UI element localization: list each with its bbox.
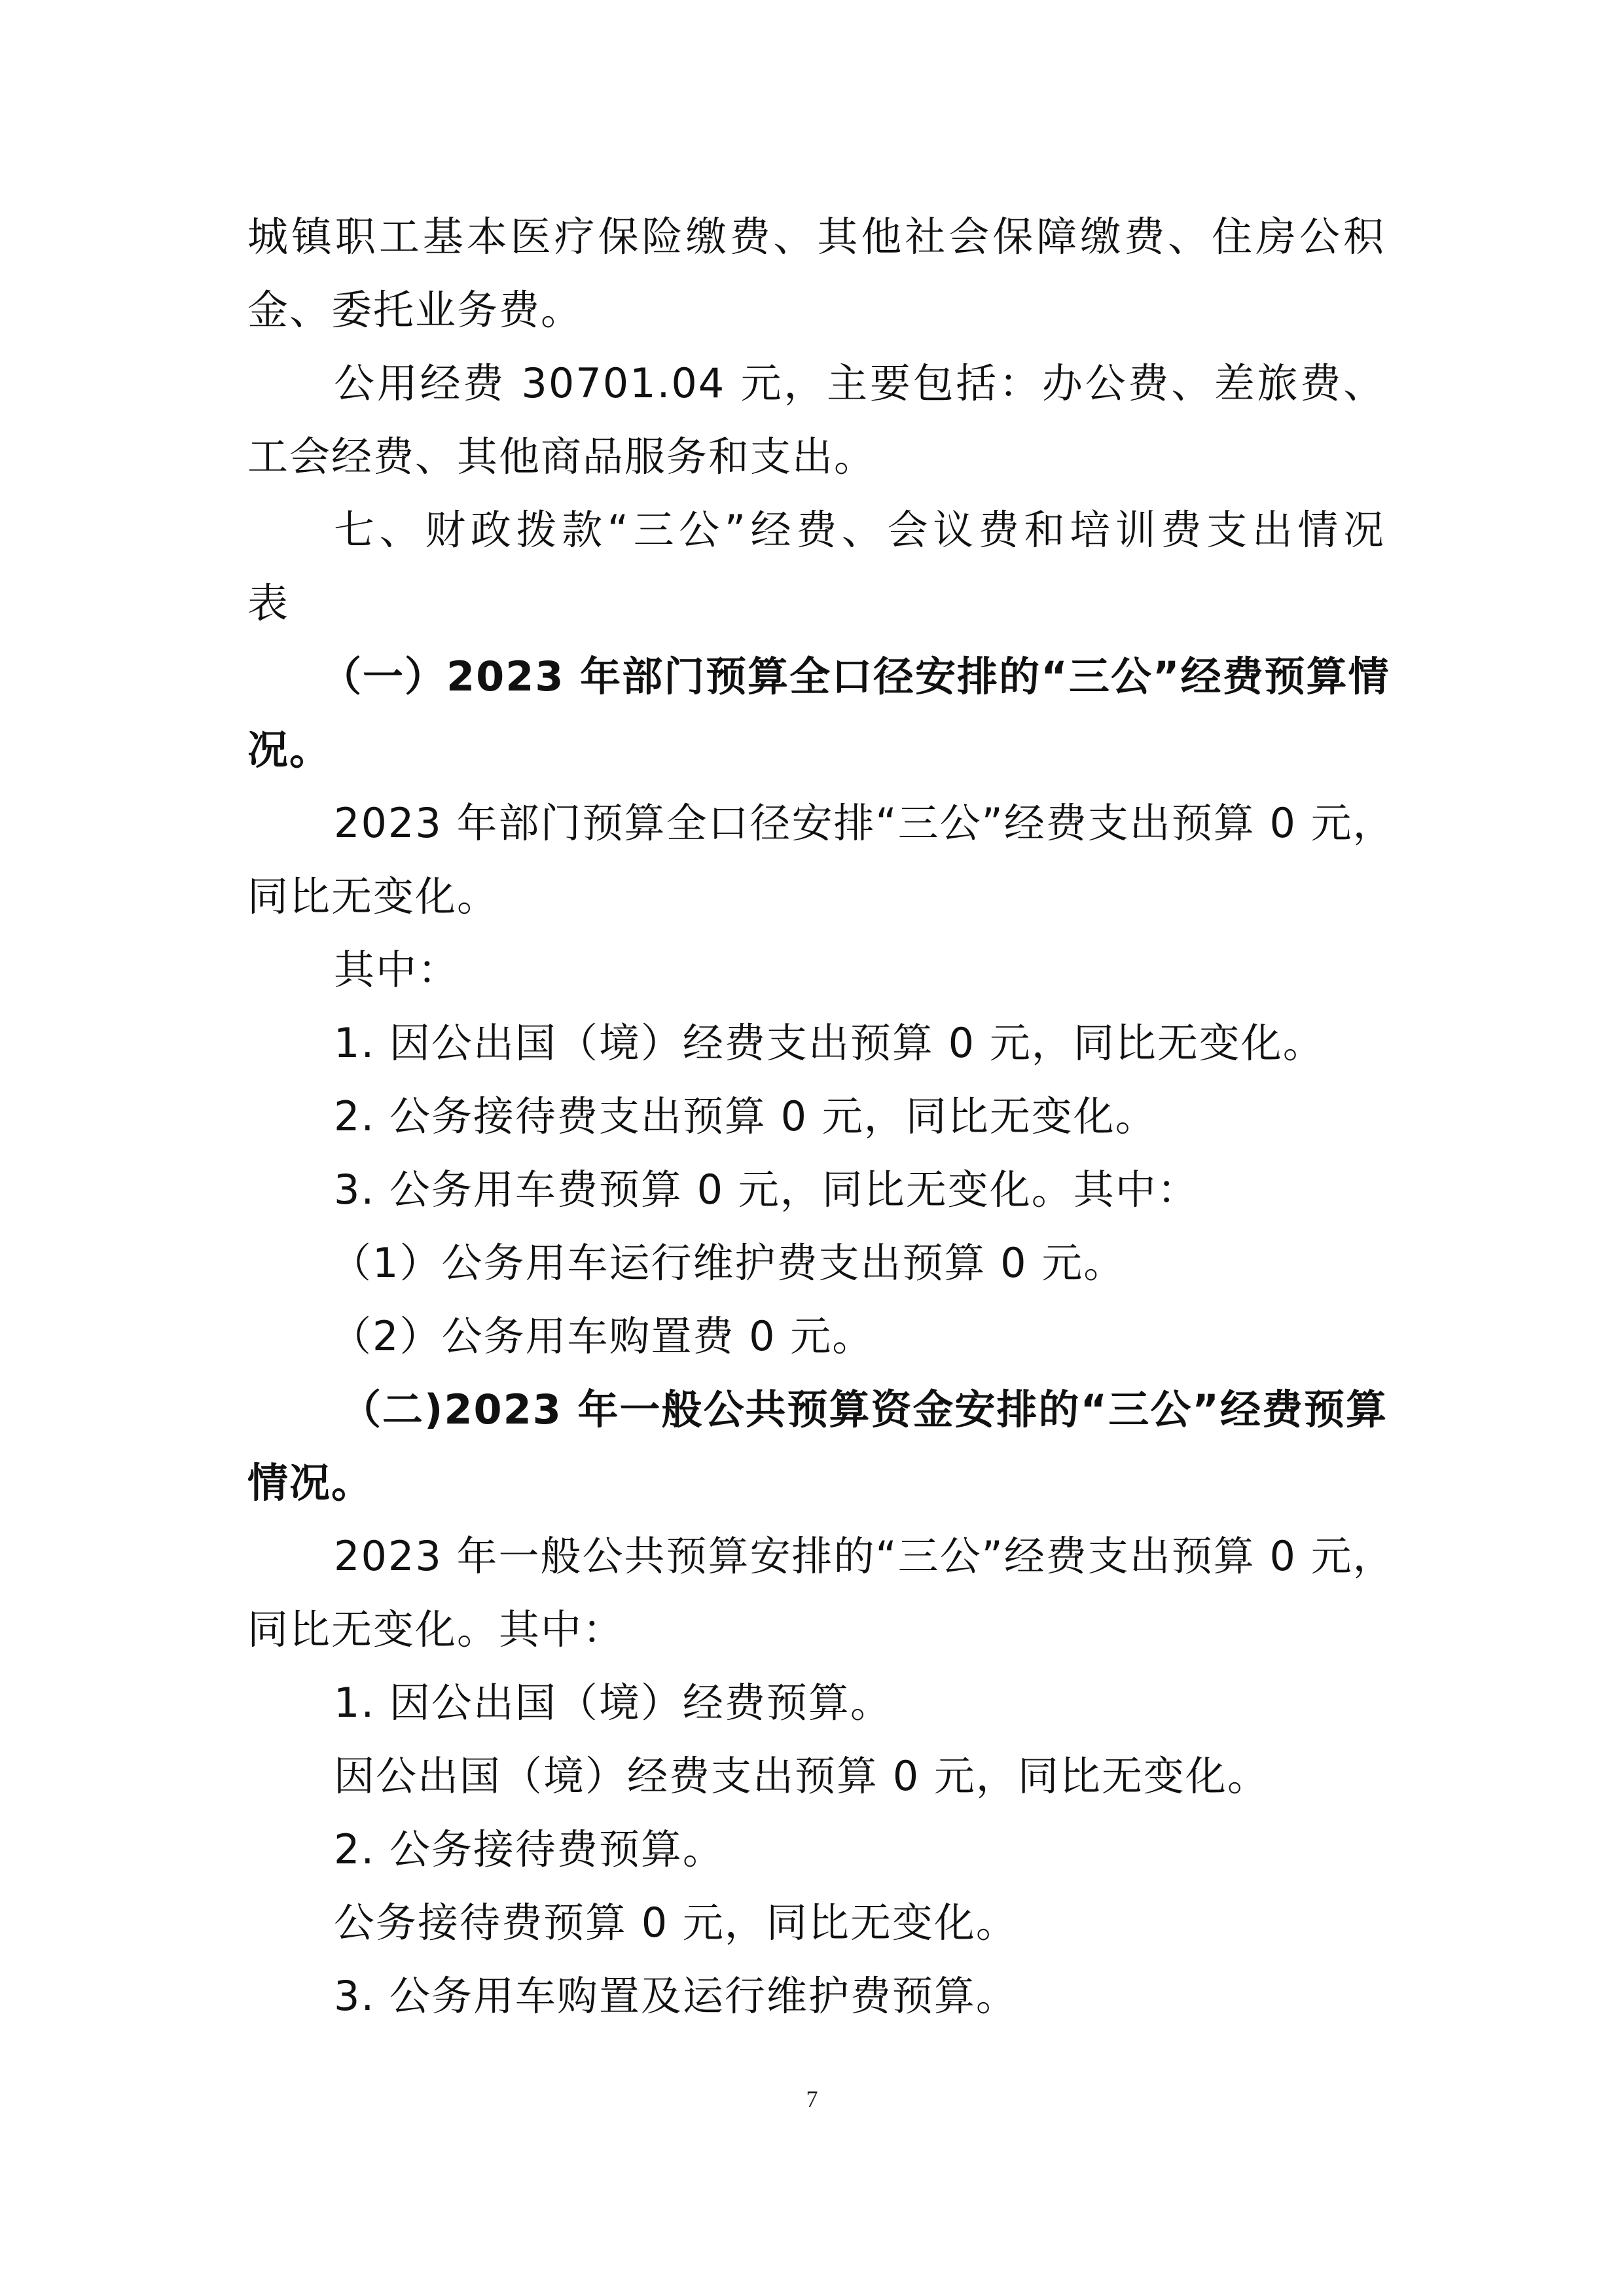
list-item: （1）公务用车运行维护费支出预算 0 元。 [331, 1239, 1126, 1287]
body-text-line: 2023 年一般公共预算安排的“三公”经费支出预算 0 元， [334, 1532, 1395, 1580]
body-text-line: 同比无变化。 [247, 872, 499, 920]
list-item: 2. 公务接待费支出预算 0 元，同比无变化。 [334, 1092, 1157, 1140]
body-text-line: 公用经费 30701.04 元，主要包括：办公费、差旅费、 [334, 359, 1385, 407]
list-item: 3. 公务用车购置及运行维护费预算。 [334, 1972, 1018, 2020]
list-item: 2. 公务接待费预算。 [334, 1825, 725, 1873]
list-item: （2）公务用车购置费 0 元。 [331, 1312, 875, 1360]
list-item: 1. 因公出国（境）经费预算。 [334, 1679, 892, 1727]
page-number: 7 [806, 2086, 818, 2112]
list-item: 1. 因公出国（境）经费支出预算 0 元，同比无变化。 [334, 1019, 1325, 1067]
body-text-line: 其中： [334, 946, 460, 994]
subsection-heading-continuation: 况。 [247, 726, 332, 774]
section-heading: 七、财政拨款“三公”经费、会议费和培训费支出情况 [334, 506, 1385, 554]
subsection-heading-continuation: 情况。 [247, 1459, 374, 1507]
body-text-line: 城镇职工基本医疗保险缴费、其他社会保障缴费、住房公积 [247, 213, 1385, 260]
list-item: 3. 公务用车费预算 0 元，同比无变化。其中： [334, 1166, 1199, 1213]
body-text-line: 同比无变化。其中： [247, 1605, 625, 1653]
body-text-line: 因公出国（境）经费支出预算 0 元，同比无变化。 [334, 1752, 1269, 1800]
subsection-heading: （一）2023 年部门预算全口径安排的“三公”经费预算情 [321, 653, 1390, 700]
body-text-line: 2023 年部门预算全口径安排“三公”经费支出预算 0 元， [334, 799, 1395, 847]
section-heading-continuation: 表 [247, 579, 290, 627]
body-text-line: 金、委托业务费。 [247, 286, 583, 334]
subsection-heading: （二)2023 年一般公共预算资金安排的“三公”经费预算 [340, 1386, 1388, 1433]
body-text-line: 工会经费、其他商品服务和支出。 [247, 433, 876, 480]
body-text-line: 公务接待费预算 0 元，同比无变化。 [334, 1899, 1018, 1946]
